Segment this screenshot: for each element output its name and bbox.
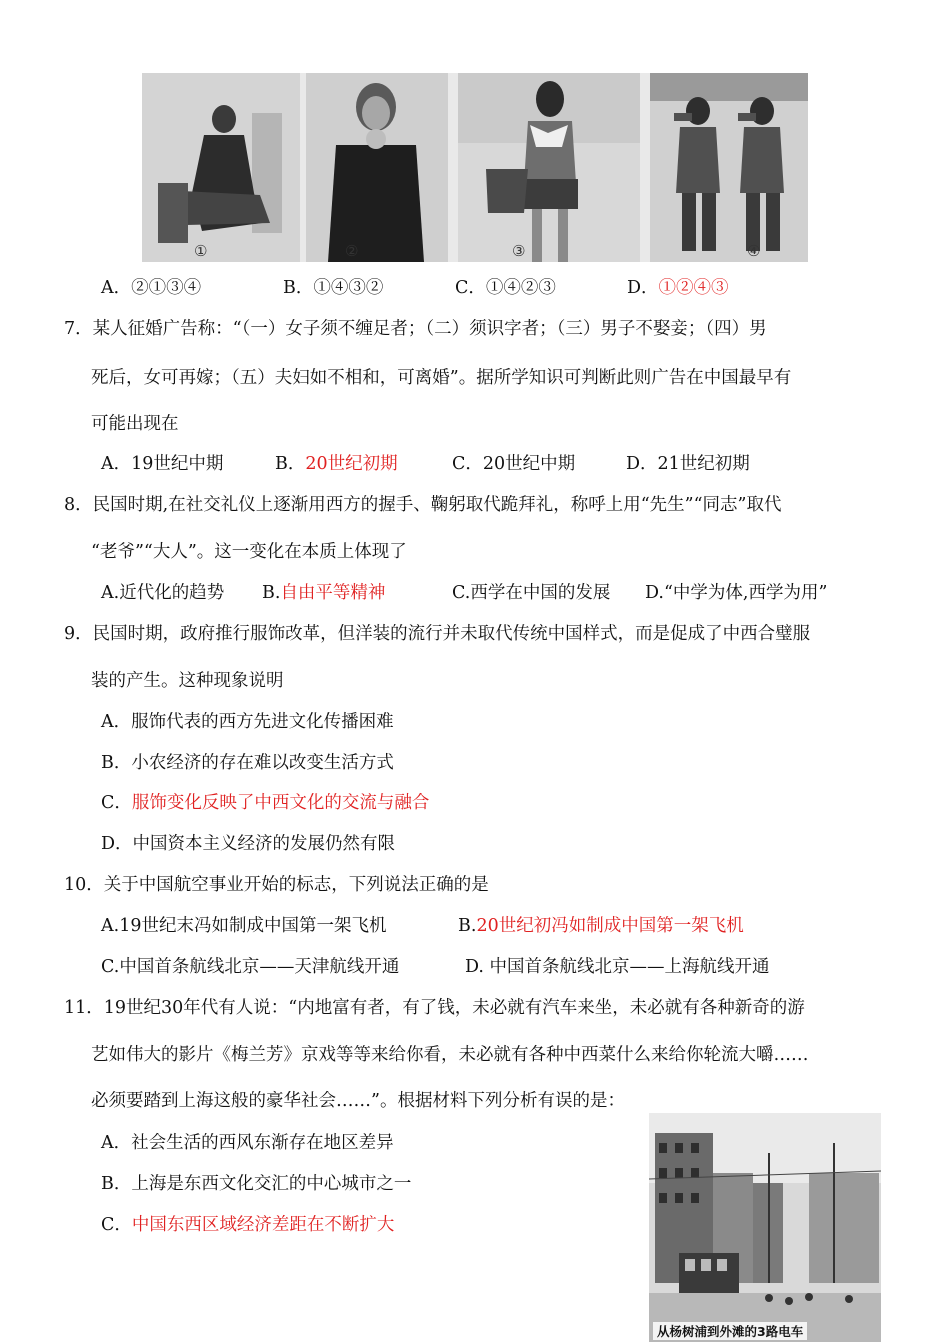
photo-uniform-women — [650, 73, 808, 262]
q9-option-d: D．中国资本主义经济的发展仍然有限 — [101, 834, 396, 854]
q7-option-c: C．20世纪中期 — [452, 454, 576, 474]
q8-stem-line1: 8．民国时期,在社交礼仪上逐渐用西方的握手、鞠躬取代跪拜礼，称呼上用“先生”“同志”取代 — [64, 495, 782, 515]
q10-option-d: D. 中国首条航线北京——上海航线开通 — [465, 957, 770, 977]
q6-option-d: D．①②④③ — [627, 278, 729, 298]
q8-option-a: A.近代化的趋势 — [101, 583, 225, 603]
q11-stem-line2: 艺如伟大的影片《梅兰芳》京戏等等来给你看，未必就有各种中西菜什么来给你轮流大嚼…… — [91, 1045, 809, 1065]
q10-option-c: C.中国首条航线北京——天津航线开通 — [101, 957, 400, 977]
photo-label-4: ④ — [747, 242, 761, 260]
q8-option-b: B.自由平等精神 — [262, 583, 386, 603]
q10-answer: 20世纪初冯如制成中国第一架飞机 — [476, 916, 744, 936]
q7-stem-line3: 可能出现在 — [91, 414, 179, 434]
q10-option-a: A.19世纪末冯如制成中国第一架飞机 — [101, 916, 387, 936]
q8-option-c: C.西学在中国的发展 — [452, 583, 611, 603]
q9-stem-line1: 9．民国时期，政府推行服饰改革，但洋装的流行并未取代传统中国样式，而是促成了中西合璧服 — [64, 624, 811, 644]
q9-answer: 服饰变化反映了中西文化的交流与融合 — [131, 793, 430, 813]
q7-stem-line2: 死后，女可再嫁；（五）夫妇如不相和，可离婚”。据所学知识可判断此则广告在中国最早有 — [91, 368, 792, 388]
q8-stem-line2: “老爷”“大人”。这一变化在本质上体现了 — [91, 542, 407, 562]
q11-option-c: C．中国东西区域经济差距在不断扩大 — [101, 1215, 395, 1235]
q6-option-c: C．①④②③ — [455, 278, 556, 298]
q6-answer: ①②④③ — [658, 278, 729, 298]
tram-photo-caption: 从杨树浦到外滩的3路电车 — [653, 1322, 807, 1340]
q7-option-a: A．19世纪中期 — [101, 454, 224, 474]
photo-modern-woman — [458, 73, 640, 262]
tram-photo-figure — [649, 1113, 881, 1342]
photo-label-2: ② — [345, 242, 359, 260]
q7-answer: 20世纪初期 — [305, 454, 398, 474]
q11-option-b: B．上海是东西文化交汇的中心城市之一 — [101, 1174, 412, 1194]
q7-option-d: D．21世纪初期 — [626, 454, 750, 474]
q7-stem-line1: 7．某人征婚广告称：“（一）女子须不缠足者；（二）须识字者；（三）男子不娶妾；（四）男 — [64, 319, 767, 339]
q11-option-a: A．社会生活的西风东渐存在地区差异 — [101, 1133, 394, 1153]
photo-qing-woman — [142, 73, 300, 262]
q9-option-a: A．服饰代表的西方先进文化传播困难 — [101, 712, 394, 732]
photo-qipao-woman — [306, 73, 448, 262]
q6-option-a: A．②①③④ — [101, 278, 202, 298]
q9-option-b: B．小农经济的存在难以改变生活方式 — [101, 753, 394, 773]
photo-label-3: ③ — [512, 242, 526, 260]
q10-stem: 10．关于中国航空事业开始的标志，下列说法正确的是 — [64, 875, 489, 895]
tram-street-illustration — [649, 1113, 881, 1342]
q11-stem-line3: 必须要踏到上海这般的豪华社会……”。根据材料下列分析有误的是： — [91, 1091, 625, 1111]
q10-option-b: B.20世纪初冯如制成中国第一架飞机 — [458, 916, 744, 936]
costume-photos-figure — [142, 73, 808, 262]
q8-option-d: D.“中学为体,西学为用” — [645, 583, 828, 603]
photo-label-1: ① — [194, 242, 208, 260]
q11-stem-line1: 11．19世纪30年代有人说：“内地富有者，有了钱，未必就有汽车来坐，未必就有各种新奇的游 — [64, 998, 805, 1018]
q6-option-b: B．①④③② — [283, 278, 384, 298]
q8-answer: 自由平等精神 — [280, 583, 386, 603]
q11-answer: 中国东西区域经济差距在不断扩大 — [131, 1215, 395, 1235]
q7-option-b: B．20世纪初期 — [275, 454, 398, 474]
q9-option-c: C．服饰变化反映了中西文化的交流与融合 — [101, 793, 430, 813]
q9-stem-line2: 装的产生。这种现象说明 — [91, 671, 284, 691]
